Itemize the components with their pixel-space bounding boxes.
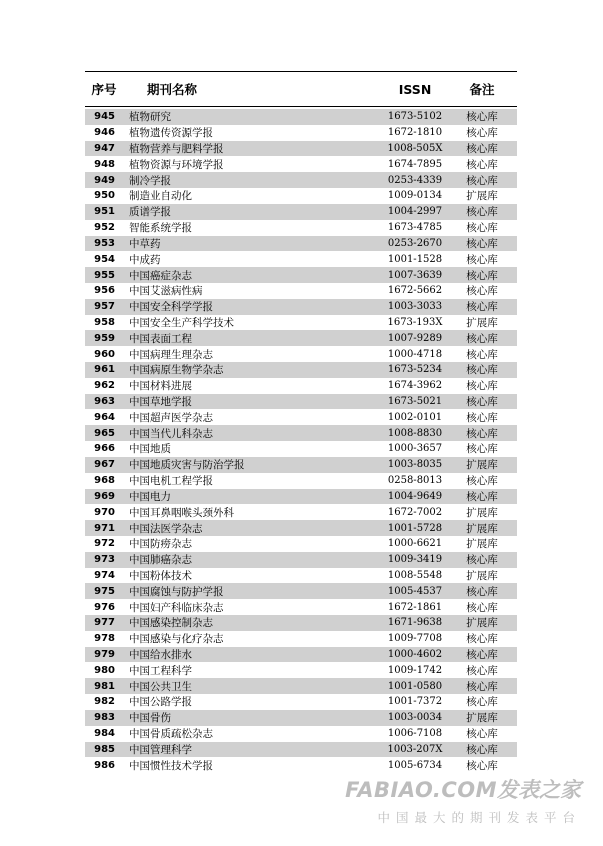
row-issn: 1000-6621 <box>387 538 443 550</box>
journal-table <box>85 71 517 773</box>
table-row <box>85 362 517 378</box>
table-row <box>85 520 517 536</box>
table-row <box>85 220 517 236</box>
table-row <box>85 710 517 726</box>
table-row <box>85 425 517 441</box>
row-journal-name: 质谱学报 <box>129 206 171 219</box>
row-journal-name: 中国表面工程 <box>129 332 192 345</box>
row-number: 965 <box>94 427 115 439</box>
table-row <box>85 647 517 663</box>
row-issn: 0253-2670 <box>387 237 443 249</box>
row-number: 983 <box>94 712 115 724</box>
row-journal-name: 中国耳鼻咽喉头颈外科 <box>129 506 234 519</box>
row-issn: 1672-1861 <box>387 601 443 613</box>
row-number: 980 <box>94 664 115 676</box>
row-journal-name: 中国电机工程学报 <box>129 475 213 488</box>
row-journal-name: 中国惯性技术学报 <box>129 759 213 772</box>
row-note: 核心库 <box>466 601 498 614</box>
row-issn: 0258-8013 <box>387 475 443 487</box>
row-note: 核心库 <box>466 222 498 235</box>
row-number: 950 <box>94 190 115 202</box>
row-note: 扩展库 <box>466 712 498 725</box>
row-journal-name: 中国电力 <box>129 490 171 503</box>
table-row <box>85 662 517 678</box>
row-journal-name: 中国感染控制杂志 <box>129 617 213 630</box>
row-note: 核心库 <box>466 728 498 741</box>
row-number: 971 <box>94 522 115 534</box>
table-header <box>85 71 517 107</box>
row-note: 核心库 <box>466 127 498 140</box>
row-issn: 1001-0580 <box>387 680 443 692</box>
row-note: 核心库 <box>466 206 498 219</box>
row-issn: 1008-5548 <box>387 569 443 581</box>
table-row <box>85 757 517 773</box>
row-number: 981 <box>94 680 115 692</box>
row-journal-name: 中国骨质疏松杂志 <box>129 728 213 741</box>
table-row <box>85 204 517 220</box>
row-note: 扩展库 <box>466 190 498 203</box>
row-issn: 1004-9649 <box>387 490 443 502</box>
row-note: 核心库 <box>466 427 498 440</box>
row-note: 核心库 <box>466 664 498 677</box>
watermark <box>345 774 581 826</box>
row-note: 核心库 <box>466 411 498 424</box>
row-issn: 1001-5728 <box>387 522 443 534</box>
row-journal-name: 中国艾滋病性病 <box>129 285 203 298</box>
row-number: 963 <box>94 396 115 408</box>
row-number: 952 <box>94 222 115 234</box>
row-note: 核心库 <box>466 111 498 124</box>
row-journal-name: 植物营养与肥料学报 <box>129 143 224 156</box>
row-number: 975 <box>94 585 115 597</box>
row-issn: 1009-3419 <box>387 554 443 566</box>
row-number: 985 <box>94 743 115 755</box>
row-issn: 1003-0034 <box>387 712 443 724</box>
row-journal-name: 中国安全生产科学技术 <box>129 316 234 329</box>
row-issn: 1673-4785 <box>387 222 443 234</box>
table-row <box>85 583 517 599</box>
row-note: 核心库 <box>466 743 498 756</box>
row-number: 954 <box>94 253 115 265</box>
table-row <box>85 742 517 758</box>
row-journal-name: 制造业自动化 <box>129 190 192 203</box>
row-issn: 1006-7108 <box>387 728 443 740</box>
row-note: 核心库 <box>466 158 498 171</box>
row-number: 973 <box>94 554 115 566</box>
table-row <box>85 504 517 520</box>
row-issn: 1003-8035 <box>387 459 443 471</box>
row-issn: 1009-0134 <box>387 190 443 202</box>
row-number: 946 <box>94 127 115 139</box>
row-note: 核心库 <box>466 696 498 709</box>
row-issn: 1674-3962 <box>387 380 443 392</box>
row-issn: 1007-9289 <box>387 332 443 344</box>
table-row <box>85 267 517 283</box>
row-number: 956 <box>94 285 115 297</box>
row-issn: 1672-7002 <box>387 506 443 518</box>
row-journal-name: 植物研究 <box>129 111 171 124</box>
row-note: 扩展库 <box>466 538 498 551</box>
row-number: 962 <box>94 380 115 392</box>
row-journal-name: 中国防痨杂志 <box>129 538 192 551</box>
row-note: 扩展库 <box>466 569 498 582</box>
row-issn: 0253-4339 <box>387 174 443 186</box>
row-journal-name: 中国草地学报 <box>129 396 192 409</box>
row-journal-name: 中国材料进展 <box>129 380 192 393</box>
row-issn: 1674-7895 <box>387 158 443 170</box>
watermark-slogan: 中国最大的期刊发表平台 <box>377 810 581 825</box>
row-number: 947 <box>94 143 115 155</box>
table-row <box>85 631 517 647</box>
row-note: 扩展库 <box>466 459 498 472</box>
row-note: 核心库 <box>466 253 498 266</box>
table-row <box>85 378 517 394</box>
row-journal-name: 制冷学报 <box>129 174 171 187</box>
table-row <box>85 346 517 362</box>
row-note: 核心库 <box>466 443 498 456</box>
table-row <box>85 125 517 141</box>
row-issn: 1672-5662 <box>387 285 443 297</box>
row-note: 扩展库 <box>466 316 498 329</box>
row-journal-name: 中国超声医学杂志 <box>129 411 213 424</box>
row-journal-name: 中国地质 <box>129 443 171 456</box>
row-journal-name: 中国妇产科临床杂志 <box>129 601 224 614</box>
table-row <box>85 536 517 552</box>
row-number: 977 <box>94 617 115 629</box>
row-issn: 1004-2997 <box>387 206 443 218</box>
row-issn: 1000-4602 <box>387 649 443 661</box>
row-issn: 1005-4537 <box>387 585 443 597</box>
table-row <box>85 409 517 425</box>
row-journal-name: 中国感染与化疗杂志 <box>129 633 224 646</box>
row-number: 970 <box>94 506 115 518</box>
row-issn: 1001-7372 <box>387 696 443 708</box>
row-note: 核心库 <box>466 348 498 361</box>
row-note: 核心库 <box>466 301 498 314</box>
row-issn: 1673-5102 <box>387 111 443 123</box>
row-number: 968 <box>94 475 115 487</box>
row-journal-name: 中国腐蚀与防护学报 <box>129 585 224 598</box>
row-issn: 1001-1528 <box>387 253 443 265</box>
row-issn: 1000-3657 <box>387 443 443 455</box>
row-journal-name: 中国安全科学学报 <box>129 301 213 314</box>
row-issn: 1673-193X <box>387 316 443 328</box>
row-number: 948 <box>94 158 115 170</box>
row-note: 核心库 <box>466 364 498 377</box>
row-note: 扩展库 <box>466 522 498 535</box>
row-note: 核心库 <box>466 759 498 772</box>
table-row <box>85 330 517 346</box>
row-note: 核心库 <box>466 285 498 298</box>
row-issn: 1672-1810 <box>387 127 443 139</box>
row-number: 953 <box>94 237 115 249</box>
row-number: 959 <box>94 332 115 344</box>
row-issn: 1008-505X <box>387 143 443 155</box>
row-issn: 1000-4718 <box>387 348 443 360</box>
table-row <box>85 599 517 615</box>
row-journal-name: 中国肺癌杂志 <box>129 554 192 567</box>
row-journal-name: 中草药 <box>129 237 161 250</box>
row-journal-name: 中国给水排水 <box>129 649 192 662</box>
table-row <box>85 251 517 267</box>
row-number: 976 <box>94 601 115 613</box>
row-note: 核心库 <box>466 490 498 503</box>
row-number: 986 <box>94 759 115 771</box>
row-number: 945 <box>94 111 115 123</box>
row-note: 扩展库 <box>466 617 498 630</box>
row-number: 969 <box>94 490 115 502</box>
header-number: 序号 <box>91 82 117 97</box>
row-number: 978 <box>94 633 115 645</box>
row-note: 核心库 <box>466 237 498 250</box>
row-number: 958 <box>94 316 115 328</box>
row-number: 972 <box>94 538 115 550</box>
row-issn: 1003-207X <box>387 743 443 755</box>
row-number: 974 <box>94 569 115 581</box>
row-issn: 1007-3639 <box>387 269 443 281</box>
row-number: 982 <box>94 696 115 708</box>
table-row <box>85 441 517 457</box>
table-row <box>85 315 517 331</box>
table-row <box>85 457 517 473</box>
row-journal-name: 中国公路学报 <box>129 696 192 709</box>
row-number: 961 <box>94 364 115 376</box>
table-row <box>85 299 517 315</box>
row-issn: 1002-0101 <box>387 411 443 423</box>
row-number: 979 <box>94 649 115 661</box>
watermark-brand: FABIAO.COM <box>345 778 497 802</box>
row-journal-name: 智能系统学报 <box>129 222 192 235</box>
table-row <box>85 156 517 172</box>
row-journal-name: 植物遗传资源学报 <box>129 127 213 140</box>
header-note: 备注 <box>469 82 495 97</box>
row-number: 960 <box>94 348 115 360</box>
row-issn: 1009-7708 <box>387 633 443 645</box>
row-number: 984 <box>94 728 115 740</box>
table-row <box>85 726 517 742</box>
row-journal-name: 中国粉体技术 <box>129 569 192 582</box>
table-row <box>85 489 517 505</box>
row-note: 核心库 <box>466 649 498 662</box>
table-row <box>85 568 517 584</box>
row-journal-name: 中国法医学杂志 <box>129 522 203 535</box>
row-note: 核心库 <box>466 633 498 646</box>
table-row <box>85 473 517 489</box>
row-note: 核心库 <box>466 380 498 393</box>
table-row <box>85 141 517 157</box>
table-row <box>85 172 517 188</box>
table-row <box>85 552 517 568</box>
table-row <box>85 236 517 252</box>
table-row <box>85 615 517 631</box>
table-row <box>85 394 517 410</box>
header-issn: ISSN <box>398 81 432 97</box>
row-journal-name: 植物资源与环境学报 <box>129 158 224 171</box>
row-note: 核心库 <box>466 174 498 187</box>
row-issn: 1008-8830 <box>387 427 443 439</box>
row-note: 核心库 <box>466 680 498 693</box>
table-row <box>85 188 517 204</box>
row-journal-name: 中国癌症杂志 <box>129 269 192 282</box>
row-number: 964 <box>94 411 115 423</box>
row-issn: 1009-1742 <box>387 664 443 676</box>
row-issn: 1673-5234 <box>387 364 443 376</box>
row-note: 核心库 <box>466 332 498 345</box>
table-row <box>85 678 517 694</box>
table-row <box>85 283 517 299</box>
row-journal-name: 中国当代儿科杂志 <box>129 427 213 440</box>
row-note: 核心库 <box>466 585 498 598</box>
row-number: 957 <box>94 301 115 313</box>
row-note: 核心库 <box>466 396 498 409</box>
row-journal-name: 中成药 <box>129 253 161 266</box>
row-journal-name: 中国地质灾害与防治学报 <box>129 459 245 472</box>
row-number: 966 <box>94 443 115 455</box>
row-journal-name: 中国骨伤 <box>129 712 171 725</box>
row-issn: 1671-9638 <box>387 617 443 629</box>
row-number: 951 <box>94 206 115 218</box>
row-journal-name: 中国病原生物学杂志 <box>129 364 224 377</box>
header-journal-name: 期刊名称 <box>147 82 198 97</box>
row-journal-name: 中国病理生理杂志 <box>129 348 213 361</box>
row-note: 核心库 <box>466 269 498 282</box>
watermark-brand-cn: 发表之家 <box>497 778 581 802</box>
row-note: 核心库 <box>466 475 498 488</box>
table-body <box>85 109 517 773</box>
table-row <box>85 694 517 710</box>
table-row <box>85 109 517 125</box>
row-note: 扩展库 <box>466 506 498 519</box>
row-journal-name: 中国工程科学 <box>129 664 192 677</box>
row-note: 核心库 <box>466 143 498 156</box>
row-journal-name: 中国管理科学 <box>129 743 192 756</box>
row-issn: 1005-6734 <box>387 759 443 771</box>
row-number: 955 <box>94 269 115 281</box>
row-number: 949 <box>94 174 115 186</box>
row-journal-name: 中国公共卫生 <box>129 680 192 693</box>
row-note: 核心库 <box>466 554 498 567</box>
row-issn: 1003-3033 <box>387 301 443 313</box>
row-number: 967 <box>94 459 115 471</box>
row-issn: 1673-5021 <box>387 396 443 408</box>
